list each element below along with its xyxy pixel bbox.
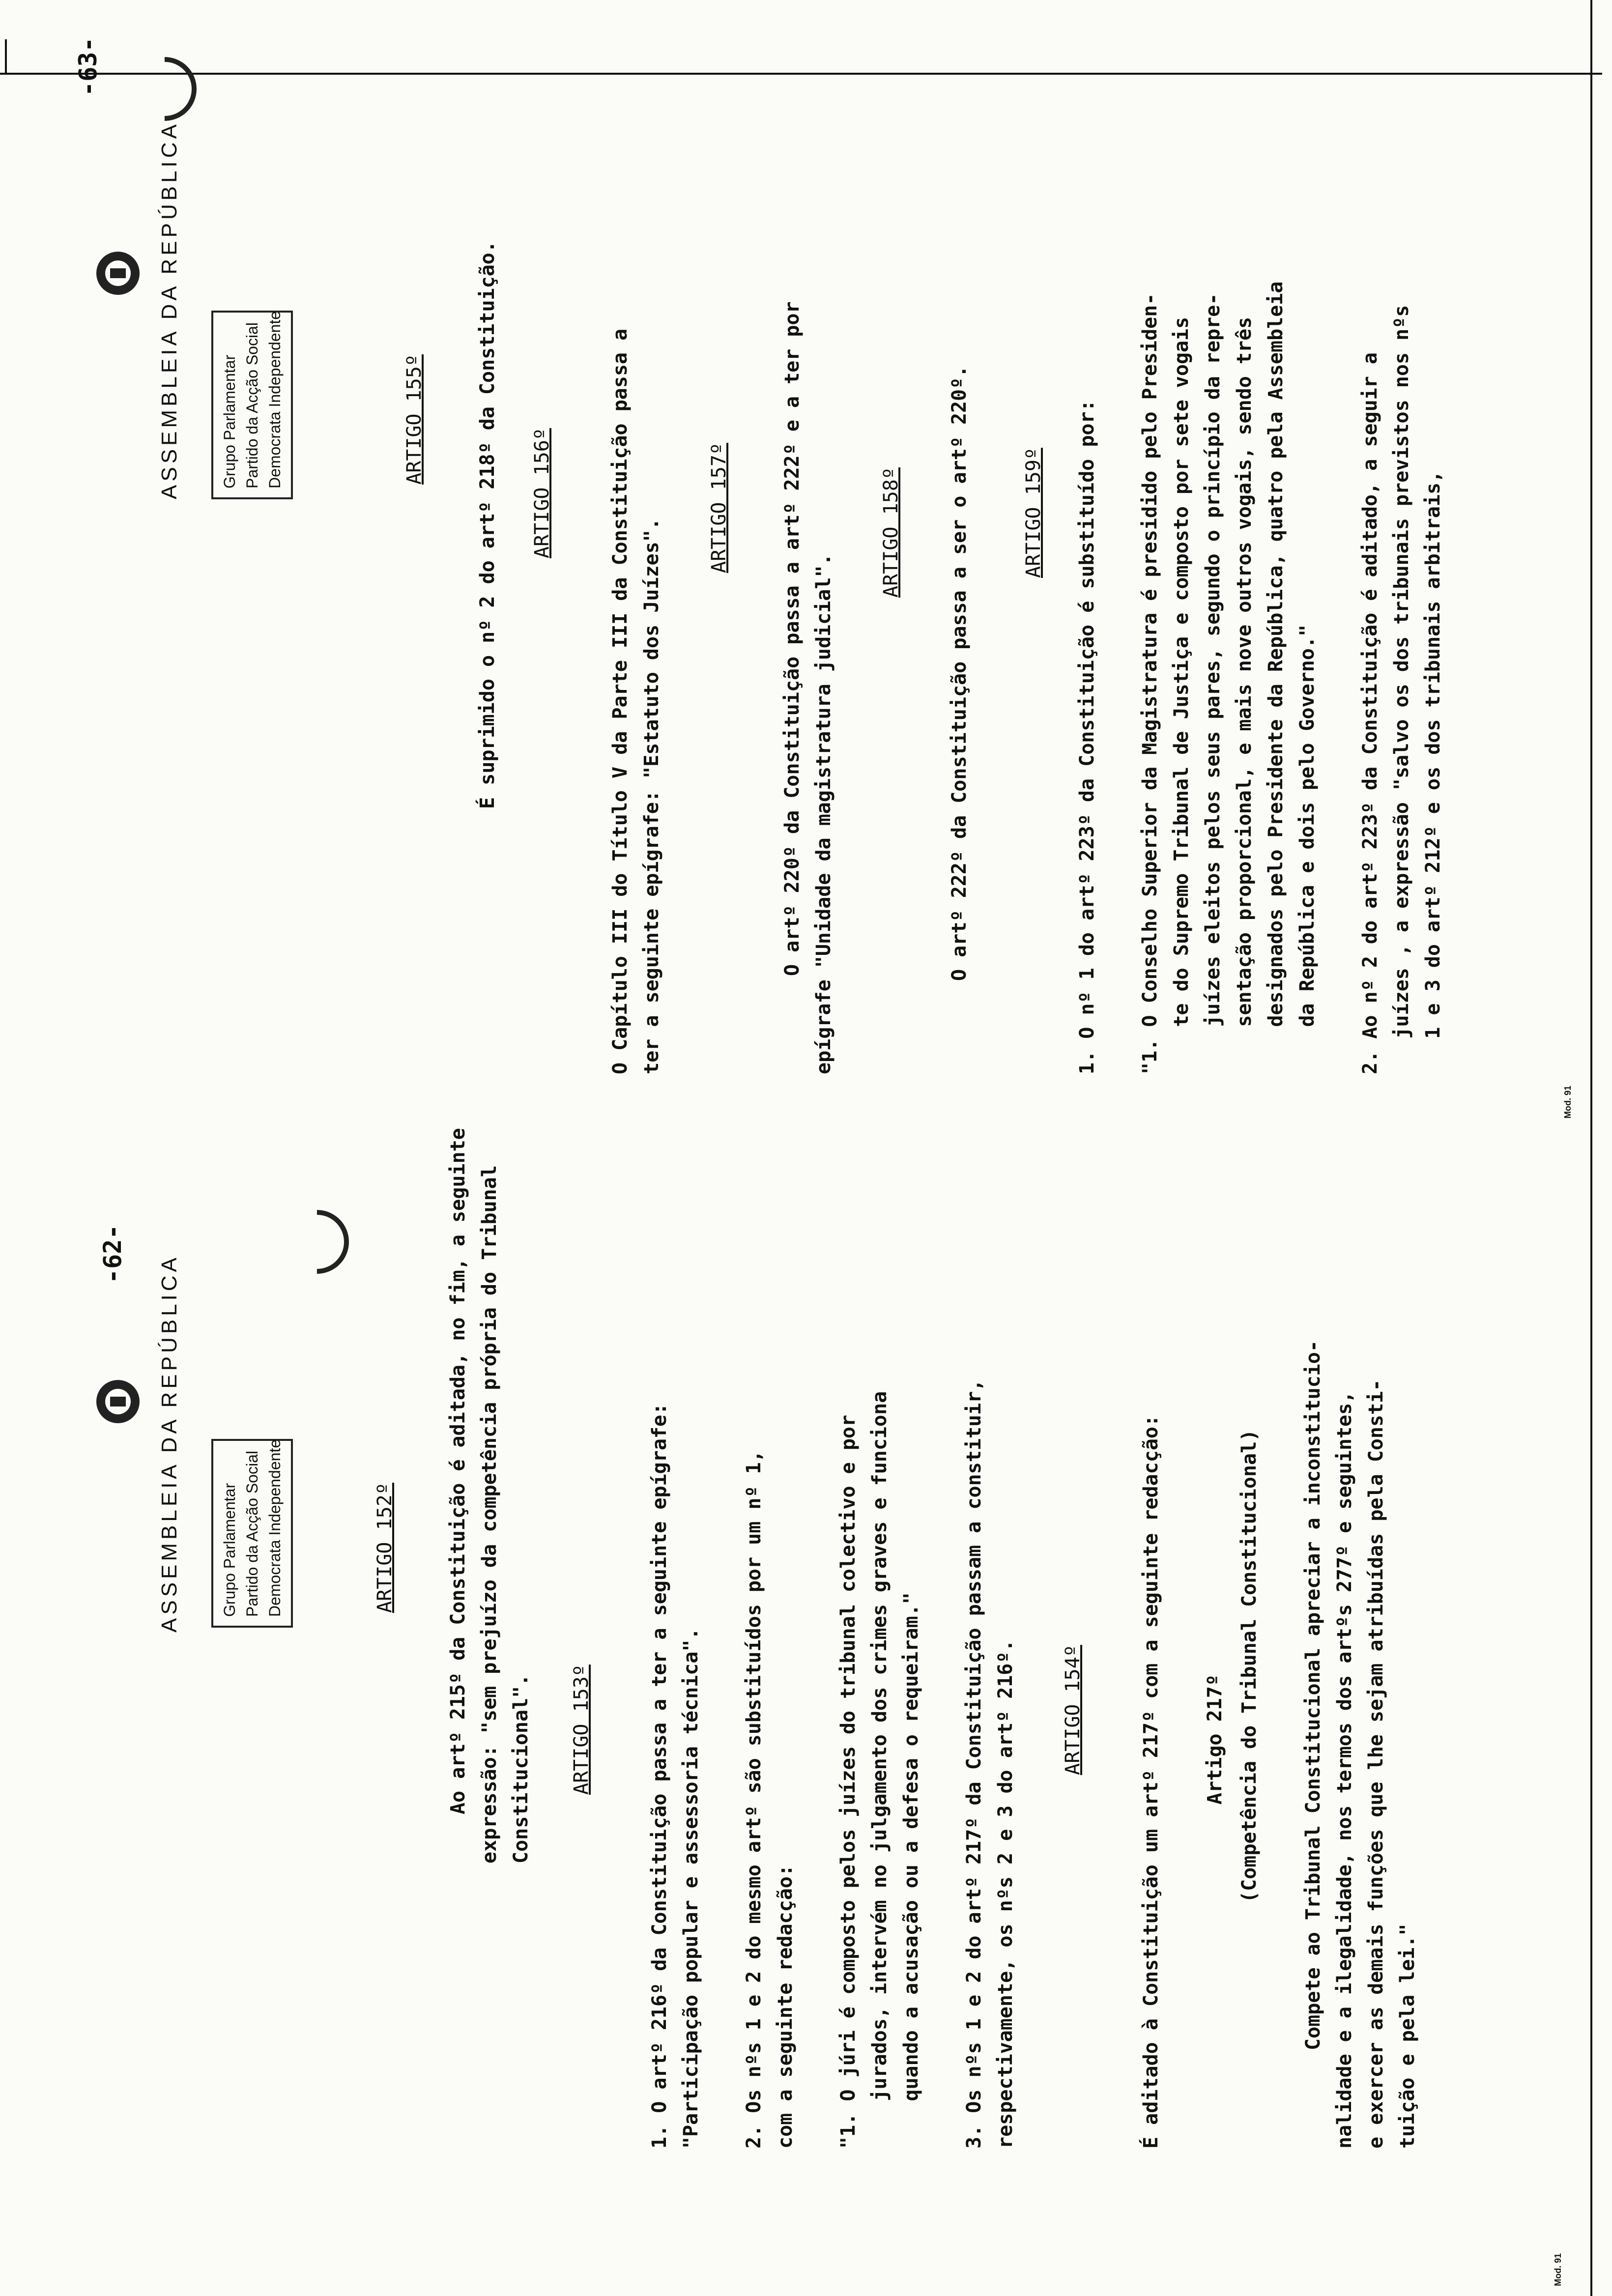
coat-of-arms-icon <box>88 1372 147 1431</box>
sub-article-title: Artigo 217º <box>1204 1674 1226 1805</box>
article-text: O artº 220º da Constituição passa a artº 222º e a ter por epígrafe "Unidade da magistratura judicial". <box>781 301 835 1074</box>
article-title: ARTIGO 157º <box>708 443 730 573</box>
article-text: O artº 222º da Constituição passa a ser o artº 220º. <box>948 365 971 981</box>
form-label: Mod. 91 <box>1553 2253 1563 2286</box>
article-title: ARTIGO 158º <box>880 467 902 598</box>
article-title: ARTIGO 154º <box>1062 1645 1084 1775</box>
group-box: Grupo Parlamentar Partido da Acção Social Democrata Independente <box>211 1439 293 1628</box>
article-title: ARTIGO 156º <box>531 428 553 558</box>
page-number: -62- <box>98 1224 127 1284</box>
article-text: 1. O artº 216º da Constituição passa a ter a seguinte epígrafe: "Participação popular e assessoria técnica". 2. Os nºs 1 e 2 do mesmo artº são substituídos por um nº 1, com a seguinte redacção: "1. O júri é composto pelos juízes do tribunal colectivo e por jurados, intervém no julgamento dos crimes graves e funciona quando a acusação ou a defesa o requeiram." 3. Os nºs 1 e 2 do artº 217º da Constituição passam a constituir, respectivamente, os nºs 2 e 3 do artº 216º. <box>648 1379 1017 2149</box>
form-label: Mod. 91 <box>1563 1085 1573 1119</box>
group-box: Grupo Parlamentar Partido da Acção Social Democrata Independente <box>211 311 293 499</box>
article-text: O Capítulo III do Título V da Parte III da Constituição passa a ter a seguinte epígrafe: "Estatuto dos Juízes". <box>609 328 663 1074</box>
page-62 <box>0 1128 1612 2296</box>
article-text: Ao artº 215º da Constituição é aditada, no fim, a seguinte expressão: "sem prejuízo da competência própria do Tribunal Constitucional". <box>447 1128 532 1864</box>
article-title: ARTIGO 159º <box>1022 448 1045 578</box>
sub-article-heading: (Competência do Tribunal Constitucional) <box>1238 1429 1261 1903</box>
article-title: ARTIGO 152º <box>374 1483 396 1613</box>
article-text: É suprimido o nº 2 do artº 218º da Constituição. <box>476 241 499 809</box>
page-number: -63- <box>74 37 102 96</box>
article-text: 1. O nº 1 do artº 223º da Constituição é substituído por: "1. O Conselho Superior da Magistratura é presidido pelo Presiden- te do Supremo Tribunal de Justiça e composto por sete vogais juízes eleitos pelos seus pares, segundo o princípio da repre- sentação proporcional, e mais nove outros vogais, sendo três designados pelo Presidente da República, quatro pela Assembleia da República e dois pelo Governo." 2. Ao nº 2 do artº 223º da Constituição é aditado, a seguir a juízes , a expressão "salvo os dos tribunais previstos nos nºs 1 e 3 do artº 212º e os dos tribunais arbitrais, <box>1076 281 1444 1074</box>
punch-hole <box>272 1197 362 1287</box>
article-title: ARTIGO 155º <box>403 354 426 485</box>
assembly-header: ASSEMBLEIA DA REPÚBLICA <box>157 1254 181 1633</box>
coat-of-arms-icon <box>88 244 147 303</box>
article-body: Compete ao Tribunal Constitucional apreciar a inconstitucio- nalidade e a ilegalidade, nos termos dos artºs 277º e seguintes, e exercer as demais funções que lhe sejam atribuídas pela Consti- tuição e pela lei." <box>1302 1340 1419 2149</box>
article-text: É aditado à Constituição um artº 217º com a seguinte redacção: <box>1140 1414 1162 2149</box>
assembly-header: ASSEMBLEIA DA REPÚBLICA <box>157 121 181 499</box>
article-title: ARTIGO 153º <box>570 1665 593 1795</box>
